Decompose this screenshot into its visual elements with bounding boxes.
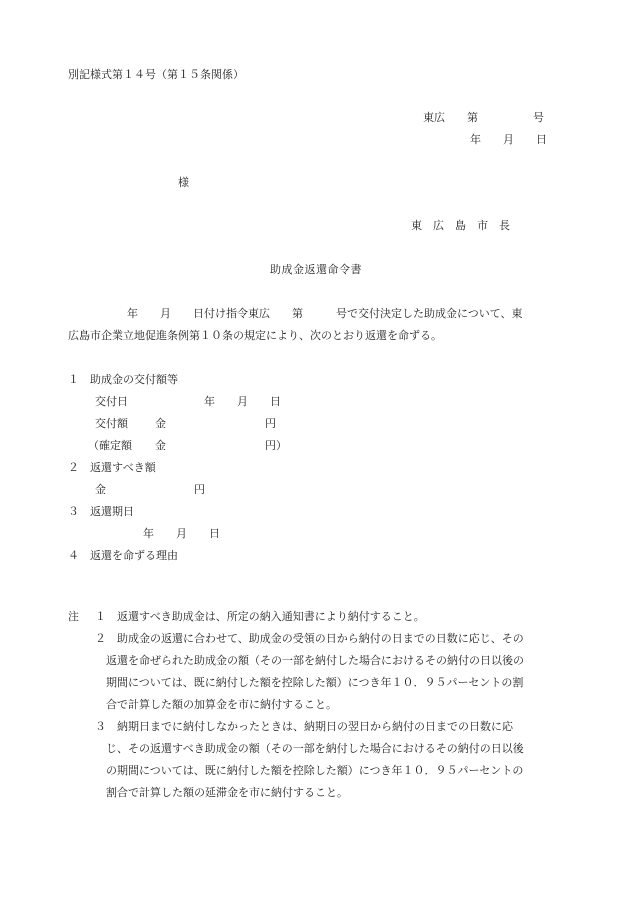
- note-2-line: 助成金の返還に合わせて、助成金の受領の日から納付の日までの日数に応じ、その: [117, 632, 524, 645]
- confirmed-amount-value: 金 円）: [155, 439, 287, 452]
- note-2-line: 期間については、既に納付した額を控除した額）につき年１０．９５パーセントの割: [106, 676, 524, 689]
- document-number: 東広 第 号: [423, 111, 544, 124]
- refund-due-date: 年 月 日: [143, 527, 220, 540]
- note-3-line: 納期日までに納付しなかったときは、納期日の翌日から納付の日までの日数に応: [117, 720, 513, 733]
- item-3-label: ３ 返還期日: [68, 505, 134, 518]
- item-2-label: ２ 返還すべき額: [68, 461, 156, 474]
- confirmed-amount-label: （確定額: [88, 439, 132, 452]
- note-1-number: １: [95, 610, 106, 623]
- body-line-2: 広島市企業立地促進条例第１０条の規定により、次のとおり返還を命ずる。: [68, 329, 442, 342]
- document-title: 助成金返還命令書: [270, 263, 362, 276]
- recipient-suffix: 様: [178, 176, 189, 189]
- item-4-label: ４ 返還を命ずる理由: [68, 549, 178, 562]
- note-2-number: ２: [95, 632, 106, 645]
- refund-amount-value: 金 円: [95, 483, 205, 496]
- note-3-line: 割合で計算した額の延滞金を市に納付すること。: [106, 786, 348, 799]
- note-3-number: ３: [95, 720, 106, 733]
- issuer-name: 東 広 島 市 長: [411, 219, 510, 232]
- grant-date-value: 年 月 日: [204, 395, 281, 408]
- grant-amount-label: 交付額: [95, 417, 128, 430]
- form-number: 別記様式第１４号（第１５条関係）: [68, 68, 244, 81]
- note-1-text: 返還すべき助成金は、所定の納入通知書により納付すること。: [117, 610, 425, 623]
- note-3-line: の期間については、既に納付した額を控除した額）につき年１０．９５パーセントの: [106, 764, 524, 777]
- grant-date-label: 交付日: [95, 395, 128, 408]
- issue-date: 年 月 日: [470, 133, 547, 146]
- grant-amount-value: 金 円: [155, 417, 276, 430]
- note-2-line: 合で計算した額の加算金を市に納付すること。: [106, 698, 337, 711]
- item-1-label: １ 助成金の交付額等: [68, 373, 178, 386]
- body-line-1: 年 月 日付け指令東広 第 号で交付決定した助成金について、東: [105, 307, 523, 320]
- notes-prefix: 注: [68, 610, 79, 623]
- note-2-line: 返還を命ぜられた助成金の額（その一部を納付した場合におけるその納付の日以後の: [106, 654, 524, 667]
- note-3-line: じ、その返還すべき助成金の額（その一部を納付した場合におけるその納付の日以後: [106, 742, 524, 755]
